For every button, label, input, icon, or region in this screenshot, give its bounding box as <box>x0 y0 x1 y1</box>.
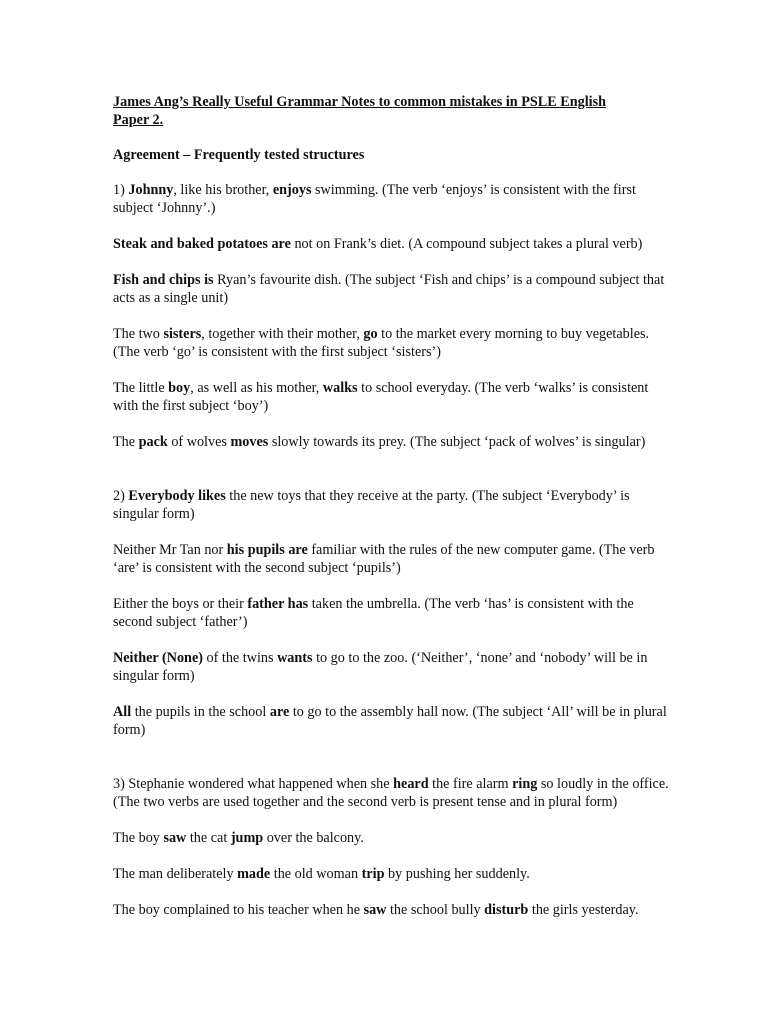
text-segment: the fire alarm <box>428 776 513 792</box>
bold-segment: heard <box>393 776 429 792</box>
text-segment: to the market every morning to buy vegetables. (The verb ‘go’ is consistent with the first subject ‘sisters’) <box>113 326 650 360</box>
bold-segment: Johnny <box>128 182 174 198</box>
document-title <box>113 93 673 129</box>
paragraph-p4 <box>113 325 673 361</box>
paragraph-p3 <box>113 271 673 307</box>
document-page <box>113 93 673 919</box>
paragraph-p2 <box>113 235 673 253</box>
text-segment: not on Frank’s diet. (A compound subject takes a plural verb) <box>290 236 643 252</box>
text-segment: the pupils in the school <box>131 704 270 720</box>
text-segment: taken the umbrella. (The verb ‘has’ is consistent with the second subject ‘father’) <box>113 596 634 630</box>
text-segment: Neither Mr Tan nor <box>113 542 227 558</box>
section-heading: Agreement – Frequently tested structures <box>113 147 365 163</box>
text-segment: the old woman <box>270 866 362 882</box>
paragraph-p14 <box>113 865 673 883</box>
text-segment: The boy <box>113 830 164 846</box>
paragraph-p9 <box>113 595 673 631</box>
text-segment: of wolves <box>167 434 231 450</box>
bold-segment: disturb <box>484 902 529 918</box>
text-segment: , together with their mother, <box>201 326 364 342</box>
text-segment: Ryan’s favourite dish. (The subject ‘Fish and chips’ is a compound subject that acts as a single unit) <box>113 272 665 306</box>
bold-segment: trip <box>361 866 385 882</box>
bold-segment: made <box>237 866 271 882</box>
bold-segment: wants <box>277 650 313 666</box>
text-segment: Either the boys or their <box>113 596 248 612</box>
bold-segment: jump <box>230 830 264 846</box>
bold-segment: pack <box>138 434 168 450</box>
paragraph-p6 <box>113 433 673 451</box>
bold-segment: Fish and chips is <box>113 272 214 288</box>
paragraph-p11 <box>113 703 673 739</box>
text-segment: so loudly in the office. (The two verbs are used together and the second verb is present tense and in plural form) <box>113 776 669 810</box>
text-segment: to go to the assembly hall now. (The subject ‘All’ will be in plural form) <box>113 704 667 738</box>
title-line-1: James Ang’s Really Useful Grammar Notes to common mistakes in PSLE English <box>113 94 607 110</box>
text-segment: the cat <box>186 830 231 846</box>
text-segment: The little <box>113 380 169 396</box>
bold-segment: Neither (None) <box>113 650 203 666</box>
paragraph-p15 <box>113 901 673 919</box>
text-segment: the girls yesterday. <box>528 902 639 918</box>
text-segment: The <box>113 434 139 450</box>
text-segment: The boy complained to his teacher when he <box>113 902 364 918</box>
bold-segment: father has <box>247 596 309 612</box>
text-segment: familiar with the rules of the new computer game. (The verb ‘are’ is consistent with the second subject ‘pupils’) <box>113 542 655 576</box>
bold-segment: go <box>363 326 378 342</box>
bold-segment: saw <box>363 902 387 918</box>
paragraph-p5 <box>113 379 673 415</box>
paragraph-p12 <box>113 775 673 811</box>
text-segment: The man deliberately <box>113 866 238 882</box>
text-segment: the new toys that they receive at the party. (The subject ‘Everybody’ is singular form) <box>113 488 630 522</box>
text-segment: the school bully <box>386 902 485 918</box>
title-line-2: Paper 2. <box>113 112 164 128</box>
text-segment: swimming. (The verb ‘enjoys’ is consistent with the first subject ‘Johnny’.) <box>113 182 636 216</box>
bold-segment: Steak and baked potatoes are <box>113 236 291 252</box>
text-segment: to school everyday. (The verb ‘walks’ is consistent with the first subject ‘boy’) <box>113 380 649 414</box>
text-segment: of the twins <box>202 650 278 666</box>
bold-segment: saw <box>163 830 187 846</box>
text-segment: slowly towards its prey. (The subject ‘pack of wolves’ is singular) <box>268 434 646 450</box>
bold-segment: ring <box>512 776 538 792</box>
bold-segment: walks <box>322 380 358 396</box>
bold-segment: boy <box>168 380 191 396</box>
bold-segment: Everybody likes <box>128 488 226 504</box>
text-segment: over the balcony. <box>263 830 364 846</box>
text-segment: The two <box>113 326 164 342</box>
paragraph-p8 <box>113 541 673 577</box>
text-segment: 3) Stephanie wondered what happened when she <box>113 776 394 792</box>
text-segment: , as well as his mother, <box>190 380 323 396</box>
bold-segment: moves <box>230 434 269 450</box>
paragraph-p10 <box>113 649 673 685</box>
text-segment: 1) <box>113 182 129 198</box>
text-segment: , like his brother, <box>173 182 273 198</box>
text-segment: by pushing her suddenly. <box>384 866 530 882</box>
paragraph-p7 <box>113 487 673 523</box>
bold-segment: are <box>269 704 290 720</box>
text-segment: 2) <box>113 488 129 504</box>
bold-segment: his pupils are <box>226 542 308 558</box>
bold-segment: enjoys <box>272 182 312 198</box>
paragraph-list <box>113 181 673 919</box>
text-segment: to go to the zoo. (‘Neither’, ‘none’ and ‘nobody’ will be in singular form) <box>113 650 648 684</box>
paragraph-p1 <box>113 181 673 217</box>
bold-segment: sisters <box>163 326 202 342</box>
bold-segment: All <box>113 704 132 720</box>
paragraph-p13 <box>113 829 673 847</box>
